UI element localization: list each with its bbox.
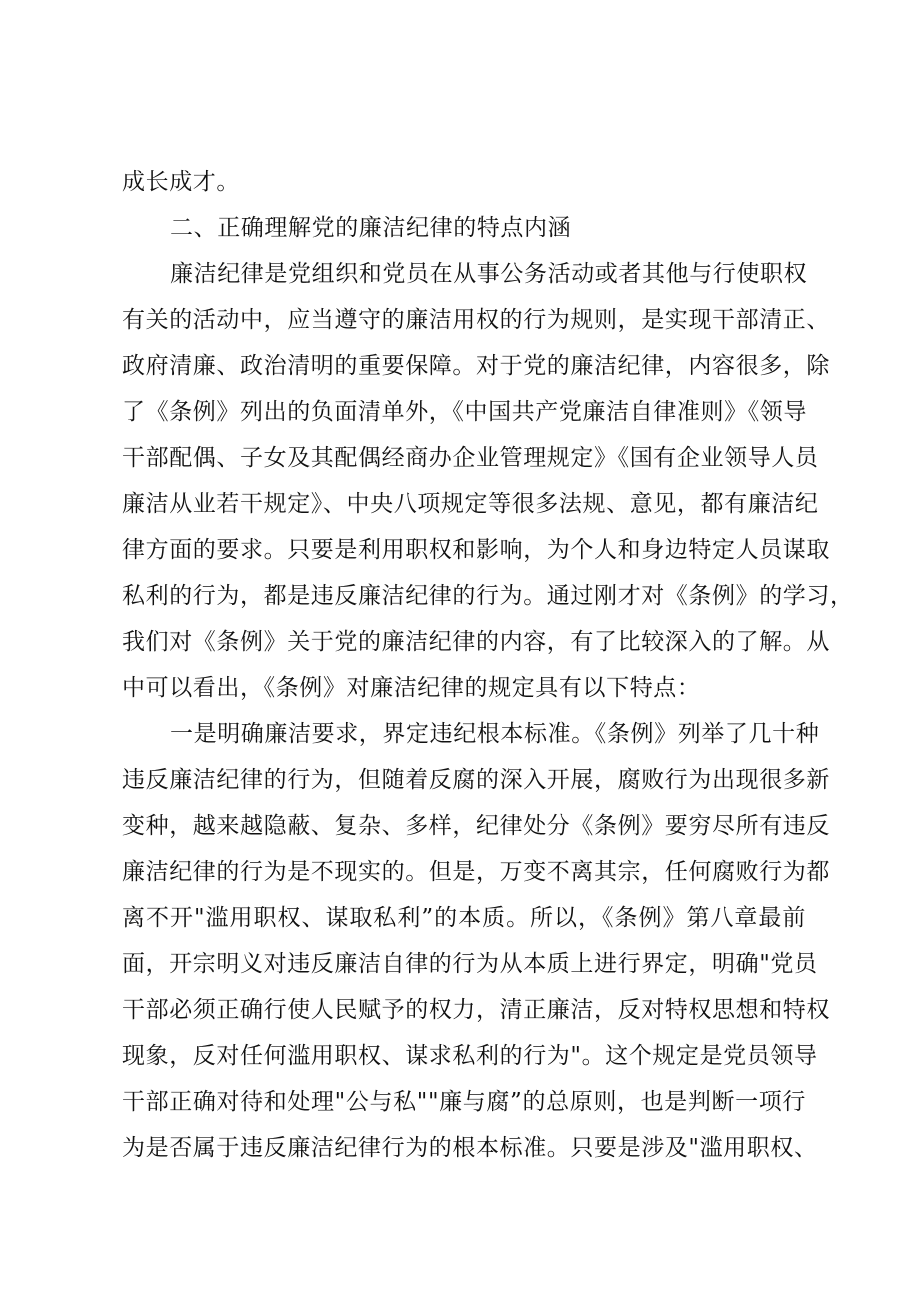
paragraph-first-line: 一是明确廉洁要求，界定违纪根本标准。《条例》列举了几十种 (170, 721, 820, 747)
section-heading: 二、正确理解党的廉洁纪律的特点内涵 (170, 215, 572, 241)
text-line: 了《条例》列出的负面清单外，《中国共产党廉洁自律准则》《领导 (122, 399, 807, 425)
text-line: 有关的活动中，应当遵守的廉洁用权的行为规则，是实现干部清正、 (122, 307, 830, 333)
text-line: 廉洁纪律的行为是不现实的。但是，万变不离其宗，任何腐败行为都 (122, 859, 830, 885)
text-line: 面，开宗明义对违反廉洁自律的行为从本质上进行界定，明确"党员 (122, 951, 818, 977)
text-line: 现象，反对任何滥用职权、谋求私利的行为"。这个规定是党员领导 (122, 1043, 818, 1069)
paragraph-first-line: 廉洁纪律是党组织和党员在从事公务活动或者其他与行使职权 (170, 261, 808, 287)
text-line: 律方面的要求。只要是利用职权和影响，为个人和身边特定人员谋取 (122, 537, 830, 563)
text-line: 违反廉洁纪律的行为，但随着反腐的深入开展，腐败行为出现很多新 (122, 767, 830, 793)
text-line: 成长成才。 (122, 169, 240, 195)
text-line: 为是否属于违反廉洁纪律行为的根本标准。只要是涉及"滥用职权、 (122, 1135, 818, 1161)
text-line: 离不开"滥用职权、谋取私利”的本质。所以，《条例》第八章最前 (122, 905, 806, 931)
text-line: 变种，越来越隐蔽、复杂、多样，纪律处分《条例》要穷尽所有违反 (122, 813, 830, 839)
text-line: 廉洁从业若干规定》、中央八项规定等很多法规、意见，都有廉洁纪 (122, 491, 819, 517)
text-line: 政府清廉、政治清明的重要保障。对于党的廉洁纪律，内容很多，除 (122, 353, 830, 379)
text-line: 干部配偶、子女及其配偶经商办企业管理规定》《国有企业领导人员 (122, 445, 819, 471)
text-line: 干部必须正确行使人民赋予的权力，清正廉洁，反对特权思想和特权 (122, 997, 830, 1023)
text-line: 中可以看出，《条例》对廉洁纪律的规定具有以下特点： (122, 675, 701, 701)
text-line: 私利的行为，都是违反廉洁纪律的行为。通过刚才对《条例》的学习， (122, 583, 854, 609)
text-line: 干部正确对待和处理"公与私""廉与腐”的总原则，也是判断一项行 (122, 1089, 806, 1115)
document-body (122, 159, 854, 1171)
text-line: 我们对《条例》关于党的廉洁纪律的内容，有了比较深入的了解。从 (122, 629, 830, 655)
